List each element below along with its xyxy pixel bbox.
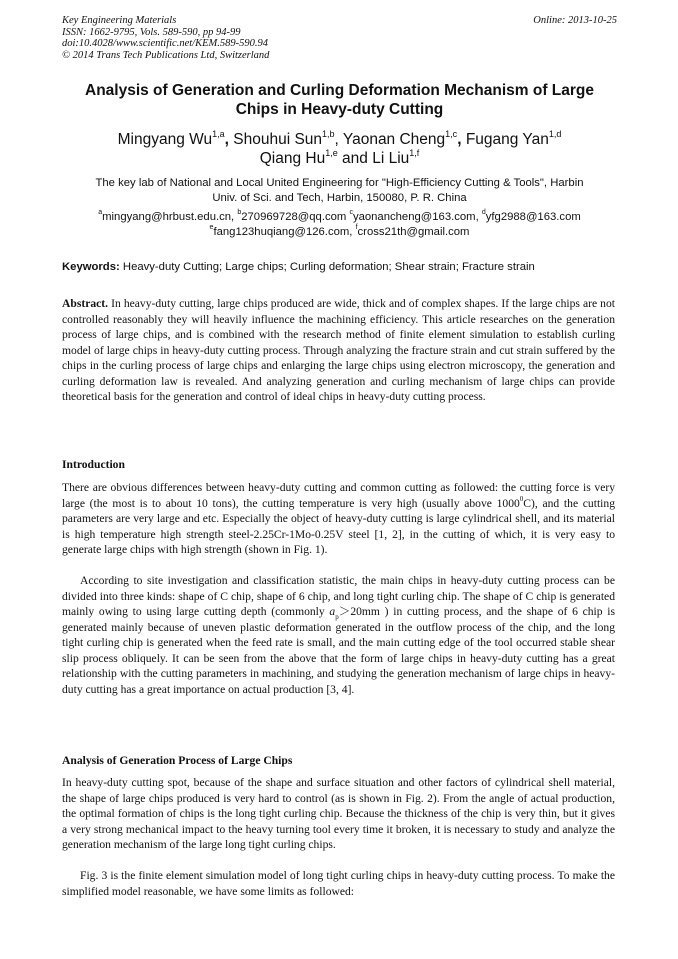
author-separator: , (457, 131, 466, 148)
intro-p2-text-a: According to site investigation and classification statistic, the main chips in heavy-duty cutting process can be divided into three kinds: shape of C chip, shape of 6 chip, and long tight curling chip. The shape of C chip is generated mainly owing to using large cutting depth (commonly (62, 574, 615, 618)
author-affil-sup: 1,d (548, 128, 562, 139)
author-name: Li Liu (372, 150, 410, 167)
title-line-1: Analysis of Generation and Curling Deformation Mechanism of Large (85, 82, 594, 99)
email-address: fang123huqiang@126.com, (213, 225, 356, 238)
introduction-heading: Introduction (62, 458, 125, 471)
author-affil-sup: 1,f (409, 147, 420, 158)
author-line-2 (62, 149, 617, 168)
author-line-1 (62, 130, 617, 149)
author-affil-sup: 1,b (322, 128, 335, 139)
email-address: cross21th@gmail.com (357, 225, 470, 238)
journal-name: Key Engineering Materials (62, 15, 177, 26)
author-name: Mingyang Wu (117, 131, 213, 148)
author-affil-sup: 1,a (212, 128, 225, 139)
introduction-paragraph-1 (62, 480, 615, 558)
author-affil-sup: 1,e (325, 147, 338, 158)
intro-p1-text-a: There are obvious differences between heavy-duty cutting and common cutting as followed: the cutting force is very large (the most is to about 10 tons), the cutting temperature is very high (usually above 1000 (62, 481, 615, 510)
email-list (62, 210, 617, 239)
email-address: mingyang@hrbust.edu.cn, (102, 211, 238, 223)
email-address: yaonancheng@163.com, (352, 211, 482, 223)
intro-p2-text-b: ＞20mm ) in cutting process, and the shape of 6 chip is generated mainly because of uneven plastic deformation generated in the outflow process of the chip, and the long tight curling chip is generated when the feed rate is small, and the main cutting edge of the tool occurred stable shear slip process obliquely. It can be seen from the above that the form of large chips in heavy-duty cutting has a great relationship with the cutting parameters in machining, and studying the generation mechanism of large chips in heavy-duty cutting has a great importance on actual production [3, 4]. (62, 605, 615, 696)
email-sup: e (209, 223, 214, 231)
journal-doi: doi:10.4028/www.scientific.net/KEM.589-590.94 (62, 38, 268, 49)
email-sup: d (481, 209, 486, 217)
online-date: Online: 2013-10-25 (533, 15, 617, 26)
affiliation-line-2: Univ. of Sci. and Tech, Harbin, 150080, P. R. China (212, 192, 467, 204)
author-list (62, 130, 617, 168)
intro-p1-text-b: C), and the cutting parameters are very large and etc. Especially the object of heavy-duty cutting is large cylindrical shell, and its material is high temperature high strength steel-2.25Cr-1Mo-0.25V steel [1, 2], in the cutting of which, it is very easy to generate large chips with high strength (shown in Fig. 1). (62, 496, 615, 556)
section2-paragraph-2: Fig. 3 is the finite element simulation model of long tight curling chips in heavy-duty cutting process. To make the simplified model reasonable, we have some limits as followed: (62, 869, 615, 898)
affiliation (62, 176, 617, 206)
section2-paragraph-1: In heavy-duty cutting spot, because of the shape and surface situation and other factors of cylindrical shell material, the shape of large chips produced is very hard to control (as is shown in Fig. 2). From the angle of actual production, the optimal formation of chips is the long tight curling chip. Because the thickness of the chip is very thin, but it gives a very strong mechanical impact to the heavy turning tool every time it broken, it is necessary to study and analyze the generation mechanism of the large long tight curling chips. (62, 776, 615, 851)
author-separator: , (224, 131, 234, 148)
author-name: Yaonan Cheng (342, 131, 446, 148)
cutting-depth-variable: a (329, 605, 336, 618)
email-address: 270969728@qq.com (241, 211, 350, 223)
journal-header (62, 15, 617, 61)
keywords (62, 260, 617, 275)
author-separator: and (337, 150, 373, 167)
author-name: Fugang Yan (465, 131, 549, 148)
title-line-2: Chips in Heavy-duty Cutting (235, 101, 444, 118)
email-sup: f (355, 223, 358, 231)
paper-title (62, 81, 617, 119)
email-address: yfg2988@163.com (485, 211, 581, 223)
author-separator: , (334, 131, 343, 148)
abstract-text: In heavy-duty cutting, large chips produced are wide, thick and of complex shapes. If the large chips are not controlled reasonably they will heavily influence the machining efficiency. This article researches on the generation process of large chips, and is combined with the research method of finite element simulation to establish curling model of large chips in heavy-duty cutting process. Through analyzing the fracture strain and cut strain suffered by the chips in the curling process of large chips and enlarging the large chips using electron microscopy, the generation and curling deformation law is revealed. And analyzing generation and curling mechanism of large chips can provide theoretical basis for the generation and control of ideal chips in heavy-duty cutting process. (62, 297, 615, 403)
email-line-2 (62, 225, 617, 240)
degree-superscript: 0 (519, 494, 524, 503)
keywords-text: Heavy-duty Cutting; Large chips; Curling deformation; Shear strain; Fracture strain (119, 261, 535, 273)
abstract-paragraph (62, 296, 615, 405)
email-sup: b (237, 209, 242, 217)
keywords-label: Keywords: (62, 261, 120, 273)
abstract-label: Abstract. (62, 297, 109, 310)
author-name: Shouhui Sun (233, 131, 323, 148)
email-line-1 (62, 210, 617, 225)
email-sup: c (349, 209, 353, 217)
introduction-paragraph-2 (62, 573, 615, 697)
cutting-depth-subscript: p (335, 613, 339, 622)
email-sup: a (98, 209, 103, 217)
affiliation-line-1: The key lab of National and Local United Engineering for "High-Efficiency Cutting & Tools", Harbin (95, 177, 584, 189)
journal-issn: ISSN: 1662-9795, Vols. 589-590, pp 94-99 (62, 26, 241, 38)
section-heading-generation: Analysis of Generation Process of Large Chips (62, 754, 293, 767)
author-name: Qiang Hu (259, 150, 326, 167)
author-affil-sup: 1,c (445, 128, 458, 139)
journal-copyright: © 2014 Trans Tech Publications Ltd, Switzerland (62, 49, 270, 61)
